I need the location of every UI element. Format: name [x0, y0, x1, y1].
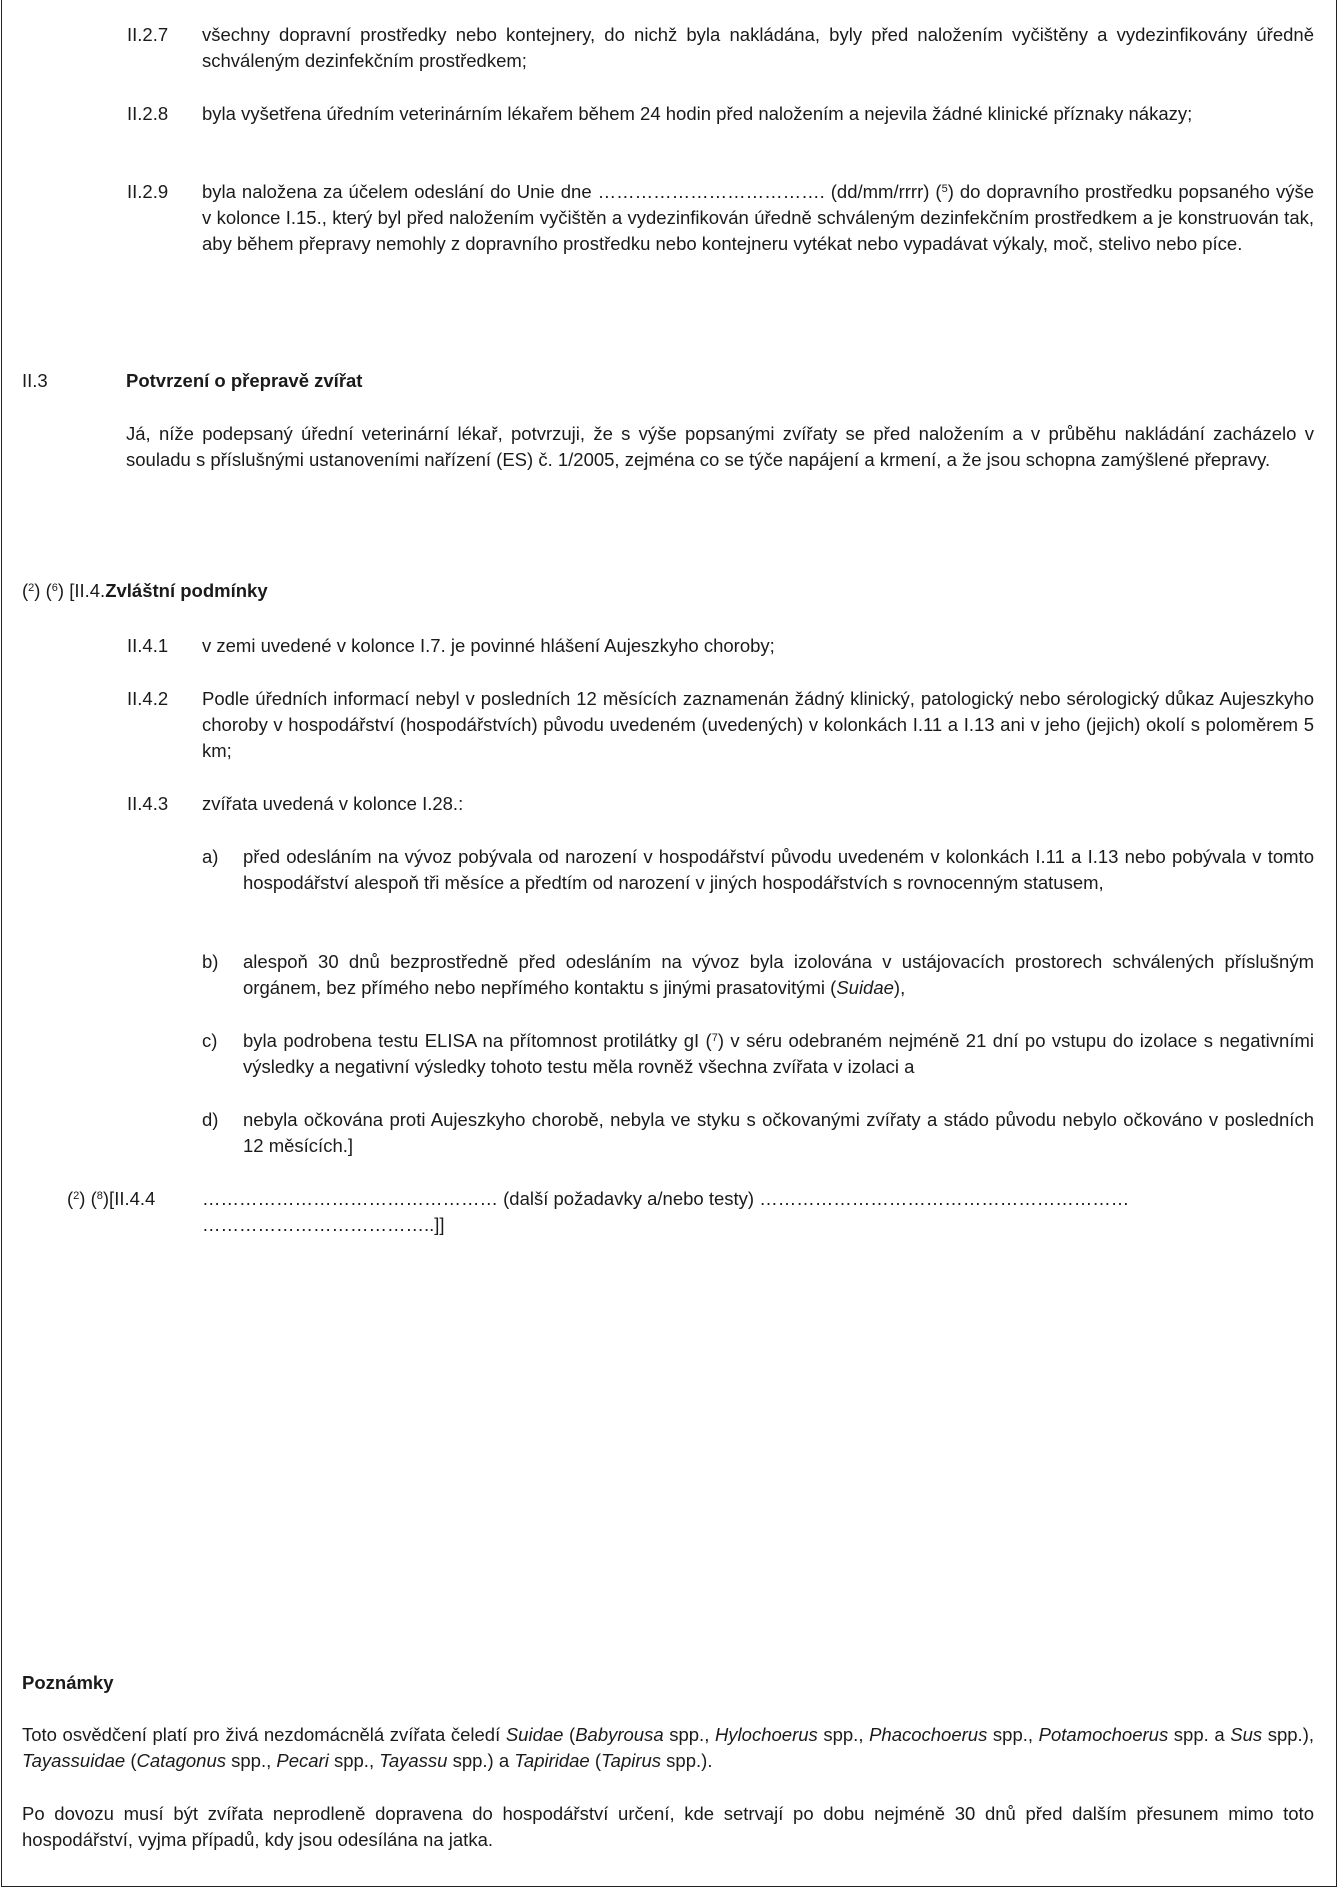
item-text-2-4-3: zvířata uvedená v kolonce I.28.: — [202, 793, 464, 814]
page-border — [1, 0, 1337, 1887]
item-text-2-4-1: v zemi uvedené v kolonce I.7. je povinné hlášení Aujeszkyho choroby; — [202, 635, 775, 656]
subitem-label-b: b) — [202, 951, 219, 972]
footnote-ref-7: 7 — [711, 1032, 718, 1044]
section-text-2-3: Já, níže podepsaný úřední veterinární lékař, potvrzuji, že s výše popsanými zvířaty se před naložením a v průběhu nakládání zacházelo v souladu s příslušnými ustanoveními nařízení (ES) č. 1/2005, zejména co se týče napájení a krmení, a že jsou schopna zamýšlené přepravy. — [126, 423, 1314, 470]
subitem-text-b: alespoň 30 dnů bezprostředně před odesláním na vývoz byla izolována v ustájovacích prostorech schválených příslušným orgánem, bez přímého nebo nepřímého kontaktu s jinými prasatovitými (Suidae), — [243, 951, 1314, 998]
section-heading-2-4: ($^2$) ($^6$) [II.4.Zvláštní podmínky — [22, 580, 268, 601]
section-number-2-3: II.3 — [22, 370, 48, 391]
footnote-ref-8: 8 — [96, 1190, 103, 1202]
item-text-2-2-9 — [202, 179, 1314, 257]
item-text-2-2-7: všechny dopravní prostředky nebo kontejnery, do nichž byla nakládána, byly před naložením vyčištěny a vydezinfikovány úředně schváleným dezinfekčním prostředkem; — [202, 24, 1314, 71]
notes-paragraph-2: Po dovozu musí být zvířata neprodleně dopravena do hospodářství určení, kde setrvají po dobu nejméně 30 dnů před dalším přesunem mimo toto hospodářství, vyjma případů, kdy jsou odesílána na jatka. — [22, 1803, 1314, 1850]
section-heading-2-3: Potvrzení o přepravě zvířat — [126, 370, 363, 391]
item-number-2-4-2: II.4.2 — [127, 688, 169, 709]
item-number-2-2-8: II.2.8 — [127, 103, 169, 124]
item-number-2-4-1: II.4.1 — [127, 635, 169, 656]
footnote-ref-2b: 2 — [73, 1190, 80, 1202]
item-text-2-2-9-part-a: byla naložena za účelem odeslání do Unie dne ………………………………. (dd/mm/rrrr) ( — [202, 181, 942, 202]
subitem-text-c: byla podrobena testu ELISA na přítomnost protilátky gI ($^7$) v séru odebraném nejméně 21 dní po vstupu do izolace s negativními výsledky a negativní výsledky tohoto testu měla rovněž všechna zvířata v izolaci a — [243, 1030, 1314, 1077]
item-number-2-4-4: ($^2$) ($^8$)[II.4.4 — [67, 1188, 156, 1209]
item-text-2-2-8: byla vyšetřena úředním veterinárním lékařem během 24 hodin před naložením a nejevila žádné klinické příznaky nákazy; — [202, 103, 1193, 124]
subitem-text-a: před odesláním na vývoz pobývala od narození v hospodářství původu uvedeném v kolonkách I.11 a I.13 nebo pobývala v tomto hospodářství alespoň tři měsíce a předtím od narození v jiných hospodářstvích s rovnocenným statusem, — [243, 846, 1314, 893]
notes-paragraph-1: Toto osvědčení platí pro živá nezdomácnělá zvířata čeledí Suidae (Babyrousa spp., Hylochoerus spp., Phacochoerus spp., Potamochoerus spp. a Sus spp.), Tayassuidae (Catagonus spp., Pecari spp., Tayassu spp.) a Tapiridae (Tapirus spp.). — [22, 1724, 1314, 1771]
subitem-label-d: d) — [202, 1109, 219, 1130]
subitem-label-c: c) — [202, 1030, 218, 1051]
footnote-ref-5: 5 — [941, 183, 948, 195]
item-text-2-4-4-line-2: ………………………………..]] — [202, 1214, 445, 1235]
footnote-ref-6: 6 — [51, 582, 58, 594]
item-number-2-2-7: II.2.7 — [127, 24, 169, 45]
subitem-text-d: nebyla očkována proti Aujeszkyho chorobě, nebyla ve styku s očkovanými zvířaty a stádo původu nebylo očkováno v posledních 12 měsících.] — [243, 1109, 1314, 1156]
subitem-label-a: a) — [202, 846, 219, 867]
section-title-2-4: Zvláštní podmínky — [105, 580, 268, 601]
item-number-2-2-9: II.2.9 — [127, 181, 169, 202]
item-text-2-4-4-line-1: ………………………………………… (další požadavky a/nebo testy) …………………………………………………… — [202, 1188, 1130, 1209]
footnote-ref-2: 2 — [28, 582, 35, 594]
item-number-2-4-3: II.4.3 — [127, 793, 169, 814]
taxon-suidae: Suidae — [836, 977, 894, 998]
notes-heading: Poznámky — [22, 1672, 114, 1693]
item-text-2-2-9-part-b: ) do dopravního prostředku popsaného výše v kolonce I.15., který byl před naložením vyčištěn a vydezinfikován úředně schváleným dezinfekčním prostředkem a je konstruován tak, aby během přepravy nemohly z dopravního prostředku nebo kontejneru vytékat nebo vypadávat výkaly, moč, stelivo nebo píce. — [202, 181, 1314, 254]
item-text-2-4-2: Podle úředních informací nebyl v posledních 12 měsících zaznamenán žádný klinický, patologický nebo sérologický důkaz Aujeszkyho choroby v hospodářství (hospodářstvích) původu uvedeném (uvedených) v kolonkách I.11 a I.13 ani v jeho (jejich) okolí s poloměrem 5 km; — [202, 688, 1314, 761]
